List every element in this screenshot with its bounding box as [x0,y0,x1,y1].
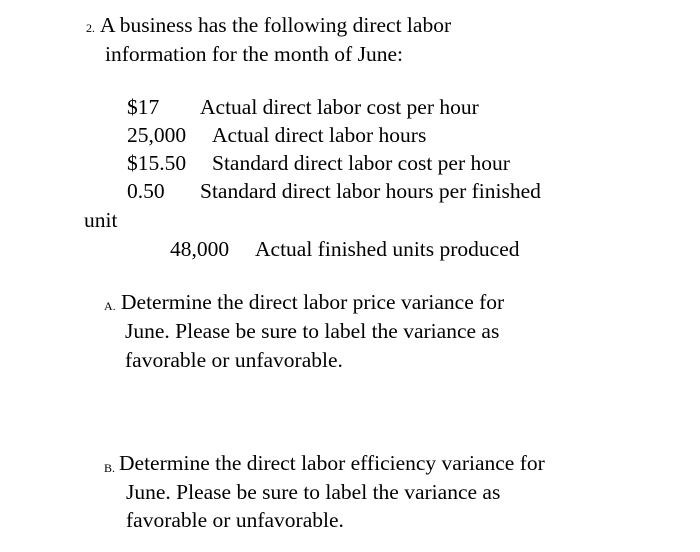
part-a-line-1: Determine the direct labor price variance for [121,290,505,314]
part-b-line-2: June. Please be sure to label the variance as [126,480,501,504]
data-row-value: $15.50 [127,151,187,175]
part-a-line-2: June. Please be sure to label the variance as [125,319,500,343]
data-row-label: Actual direct labor cost per hour [200,95,479,119]
part-a-line-3: favorable or unfavorable. [125,348,343,372]
part-b-marker: B. [104,461,116,475]
part-b-line-1: Determine the direct labor efficiency variance for [119,451,545,475]
units-row-value: 48,000 [170,237,230,261]
part-a-marker: A. [104,299,116,313]
data-row-label: Standard direct labor hours per finished [200,179,541,203]
data-row-label: Actual direct labor hours [212,123,427,147]
question-stem-line-2: information for the month of June: [105,42,403,66]
units-row-label: Actual finished units produced [255,237,520,261]
data-row-value: 25,000 [127,123,187,147]
part-b-line-3: favorable or unfavorable. [126,508,344,532]
question-stem-line-1: A business has the following direct labor [100,13,452,37]
data-row-value: 0.50 [127,179,165,203]
wrapped-text: unit [84,208,118,232]
question-number: 2. [86,21,95,35]
data-row-value: $17 [127,95,160,119]
data-row-label: Standard direct labor cost per hour [212,151,510,175]
